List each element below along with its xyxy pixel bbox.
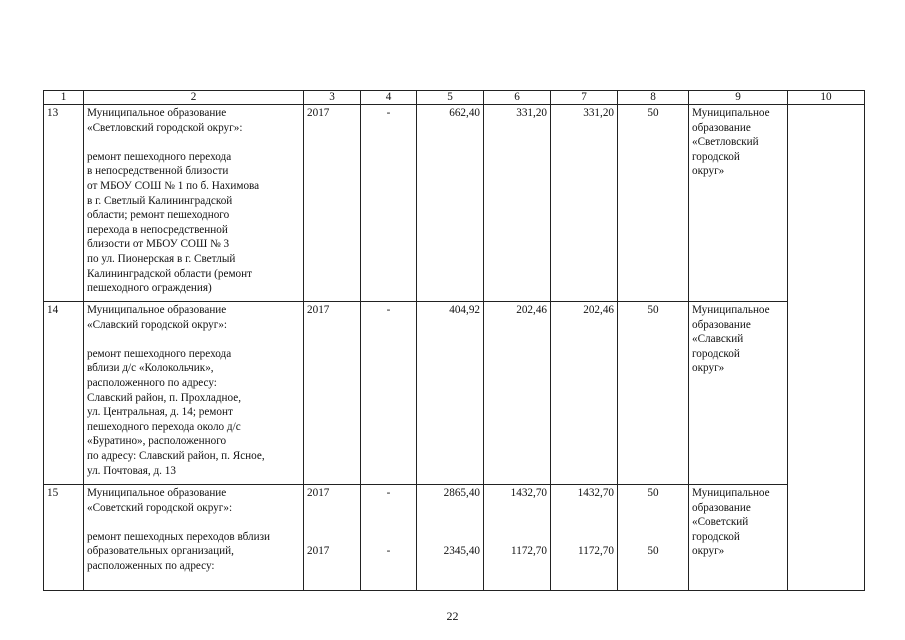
org-line: городской bbox=[692, 150, 740, 163]
year-value: 2017 bbox=[307, 487, 330, 499]
header-cell: 8 bbox=[618, 91, 689, 105]
amount-value-sub: 1172,70 bbox=[578, 545, 614, 558]
row-number: 15 bbox=[44, 485, 84, 591]
desc-line: в г. Светлый Калининградской bbox=[87, 194, 233, 207]
header-cell: 1 bbox=[44, 91, 84, 105]
organization-cell bbox=[689, 105, 788, 302]
desc-line: Муниципальное образование bbox=[87, 107, 227, 119]
year-cell: 2017 bbox=[304, 105, 361, 302]
percent-cell bbox=[618, 485, 689, 591]
amount-col7: 202,46 bbox=[551, 302, 618, 485]
org-line: Муниципальное bbox=[692, 304, 770, 316]
org-line: образование bbox=[692, 318, 751, 331]
row-description bbox=[84, 485, 304, 591]
percent-value: 50 bbox=[647, 487, 659, 499]
header-cell: 4 bbox=[361, 91, 417, 105]
amount-col6 bbox=[484, 485, 551, 591]
amount-col6: 331,20 bbox=[484, 105, 551, 302]
desc-line: в непосредственной близости bbox=[87, 165, 229, 178]
org-line: «Светловский bbox=[692, 136, 759, 149]
desc-line: близости от МБОУ СОШ № 3 bbox=[87, 238, 230, 251]
desc-line: пешеходного перехода около д/с bbox=[87, 420, 241, 433]
amount-value: 1432,70 bbox=[577, 487, 614, 499]
table-row bbox=[44, 302, 865, 485]
org-line: городской bbox=[692, 347, 740, 360]
desc-line: по адресу: Славский район, п. Ясное, bbox=[87, 449, 265, 462]
desc-line: ремонт пешеходных переходов вблизи bbox=[87, 530, 271, 543]
col4-value: - bbox=[386, 487, 391, 499]
year-cell: 2017 bbox=[304, 302, 361, 485]
amount-value-sub: 1172,70 bbox=[511, 545, 547, 558]
desc-line: «Советский городской округ»: bbox=[87, 501, 233, 514]
org-line: «Советский bbox=[692, 516, 749, 529]
amount-value-sub: 2345,40 bbox=[443, 545, 480, 558]
org-line: Муниципальное bbox=[692, 107, 770, 119]
org-line: «Славский bbox=[692, 333, 744, 346]
year-cell bbox=[304, 485, 361, 591]
org-line: городской bbox=[692, 530, 740, 543]
desc-line: ул. Почтовая, д. 13 bbox=[87, 464, 176, 477]
desc-line: от МБОУ СОШ № 1 по б. Нахимова bbox=[87, 179, 260, 192]
org-line: образование bbox=[692, 121, 751, 134]
percent-cell: 50 bbox=[618, 105, 689, 302]
organization-cell bbox=[689, 302, 788, 485]
col4-cell bbox=[361, 485, 417, 591]
data-table bbox=[43, 90, 865, 591]
header-cell: 10 bbox=[788, 91, 865, 105]
percent-cell: 50 bbox=[618, 302, 689, 485]
org-line: округ» bbox=[692, 165, 725, 178]
desc-line: Муниципальное образование bbox=[87, 304, 227, 316]
desc-line: ул. Центральная, д. 14; ремонт bbox=[87, 406, 233, 419]
amount-total: 662,40 bbox=[417, 105, 484, 302]
desc-line: Калининградской области (ремонт bbox=[87, 267, 252, 280]
desc-line: области; ремонт пешеходного bbox=[87, 209, 230, 222]
table-row bbox=[44, 485, 865, 591]
organization-cell bbox=[689, 485, 788, 591]
amount-value: 1432,70 bbox=[510, 487, 547, 499]
header-cell: 5 bbox=[417, 91, 484, 105]
row-number: 13 bbox=[44, 105, 84, 302]
desc-line: вблизи д/с «Колокольчик», bbox=[87, 362, 214, 375]
amount-col7: 331,20 bbox=[551, 105, 618, 302]
col10-cell bbox=[788, 105, 865, 591]
header-cell: 3 bbox=[304, 91, 361, 105]
table-row bbox=[44, 105, 865, 302]
col4-cell: - bbox=[361, 302, 417, 485]
header-cell: 9 bbox=[689, 91, 788, 105]
desc-line: ремонт пешеходного перехода bbox=[87, 150, 232, 163]
header-cell: 6 bbox=[484, 91, 551, 105]
row-description bbox=[84, 105, 304, 302]
org-line: округ» bbox=[692, 545, 725, 558]
org-line: Муниципальное bbox=[692, 487, 770, 499]
desc-line: «Буратино», расположенного bbox=[87, 435, 227, 448]
desc-line: расположенных по адресу: bbox=[87, 559, 215, 572]
percent-value-sub: 50 bbox=[647, 545, 659, 558]
amount-value: 2865,40 bbox=[443, 487, 480, 499]
org-line: образование bbox=[692, 501, 751, 514]
desc-line: Славский район, п. Прохладное, bbox=[87, 391, 242, 404]
desc-line: перехода в непосредственной bbox=[87, 223, 228, 236]
amount-col7 bbox=[551, 485, 618, 591]
desc-line: образовательных организаций, bbox=[87, 545, 234, 558]
desc-line: по ул. Пионерская в г. Светлый bbox=[87, 252, 236, 265]
amount-total bbox=[417, 485, 484, 591]
col4-cell: - bbox=[361, 105, 417, 302]
year-value-sub: 2017 bbox=[307, 545, 330, 558]
header-row bbox=[44, 91, 865, 105]
row-number: 14 bbox=[44, 302, 84, 485]
header-cell: 2 bbox=[84, 91, 304, 105]
desc-line: ремонт пешеходного перехода bbox=[87, 347, 232, 360]
amount-total: 404,92 bbox=[417, 302, 484, 485]
amount-col6: 202,46 bbox=[484, 302, 551, 485]
header-cell: 7 bbox=[551, 91, 618, 105]
row-description bbox=[84, 302, 304, 485]
desc-line: «Славский городской округ»: bbox=[87, 318, 228, 331]
desc-line: «Светловский городской округ»: bbox=[87, 121, 243, 134]
desc-line: пешеходного ограждения) bbox=[87, 282, 212, 295]
page-number: 22 bbox=[446, 609, 459, 623]
desc-line: Муниципальное образование bbox=[87, 487, 227, 499]
org-line: округ» bbox=[692, 362, 725, 375]
desc-line: расположенного по адресу: bbox=[87, 376, 217, 389]
col4-value-sub: - bbox=[386, 545, 391, 558]
